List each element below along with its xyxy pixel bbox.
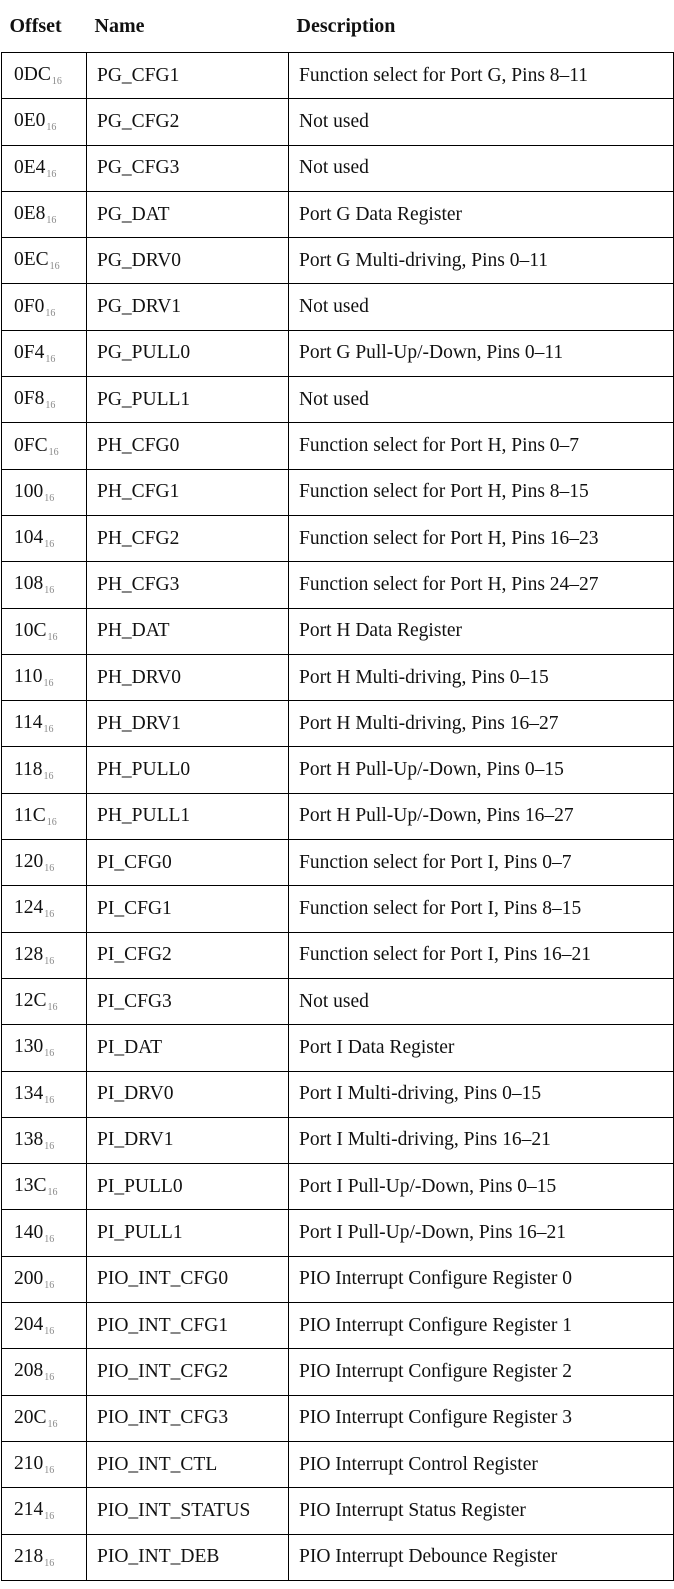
offset-cell (2, 423, 87, 469)
description-cell: Function select for Port G, Pins 8–11 (289, 53, 674, 99)
description-cell: Function select for Port H, Pins 16–23 (289, 515, 674, 561)
offset-value: 134 (14, 1082, 44, 1104)
table-row (2, 654, 674, 700)
hex-subscript: 16 (45, 400, 56, 412)
offset-cell (2, 191, 87, 237)
table-row (2, 469, 674, 515)
offset-cell (2, 1488, 87, 1534)
hex-subscript: 16 (44, 1233, 55, 1245)
offset-value: 200 (14, 1267, 44, 1289)
table-row (2, 701, 674, 747)
hex-subscript: 16 (45, 353, 56, 365)
table-row (2, 793, 674, 839)
description-cell: Port H Data Register (289, 608, 674, 654)
register-name-cell: PH_CFG2 (87, 515, 289, 561)
register-name-cell: PG_CFG3 (87, 145, 289, 191)
register-name-cell: PIO_INT_DEB (87, 1534, 289, 1580)
register-name-cell: PG_CFG1 (87, 53, 289, 99)
offset-cell (2, 840, 87, 886)
register-name-cell: PI_CFG2 (87, 932, 289, 978)
hex-subscript: 16 (48, 446, 59, 458)
register-name-cell: PH_DRV0 (87, 654, 289, 700)
offset-value: 0EC (14, 249, 49, 271)
offset-cell (2, 377, 87, 423)
offset-cell (2, 1303, 87, 1349)
table-row (2, 608, 674, 654)
offset-cell (2, 608, 87, 654)
hex-subscript: 16 (44, 1465, 55, 1477)
offset-value: 12C (14, 990, 47, 1012)
table-row (2, 1488, 674, 1534)
table-row (2, 1303, 674, 1349)
table-row (2, 238, 674, 284)
table-row (2, 840, 674, 886)
offset-value: 110 (14, 666, 43, 687)
description-cell: Not used (289, 978, 674, 1024)
hex-subscript: 16 (44, 1557, 55, 1569)
offset-cell (2, 1349, 87, 1395)
offset-cell (2, 284, 87, 330)
hex-subscript: 16 (44, 1140, 55, 1152)
offset-cell (2, 1025, 87, 1071)
offset-value: 118 (14, 758, 43, 780)
description-cell: PIO Interrupt Configure Register 0 (289, 1256, 674, 1302)
register-name-cell: PG_DRV1 (87, 284, 289, 330)
offset-value: 218 (14, 1545, 44, 1567)
hex-subscript: 16 (44, 1326, 55, 1338)
table-row (2, 978, 674, 1024)
offset-value: 11C (14, 804, 46, 826)
description-cell: Port I Pull-Up/-Down, Pins 0–15 (289, 1164, 674, 1210)
register-name-cell: PI_PULL1 (87, 1210, 289, 1256)
register-name-cell: PI_CFG0 (87, 840, 289, 886)
offset-value: 0F0 (14, 295, 45, 317)
register-name-cell: PH_PULL1 (87, 793, 289, 839)
offset-value: 0E4 (14, 156, 46, 178)
table-row (2, 562, 674, 608)
table-row (2, 515, 674, 561)
description-cell: PIO Interrupt Debounce Register (289, 1534, 674, 1580)
offset-cell (2, 1256, 87, 1302)
register-name-cell: PG_DAT (87, 191, 289, 237)
hex-subscript: 16 (47, 1002, 58, 1014)
description-cell: PIO Interrupt Configure Register 3 (289, 1395, 674, 1441)
register-name-cell: PG_PULL0 (87, 330, 289, 376)
offset-cell (2, 1441, 87, 1487)
table-row (2, 191, 674, 237)
offset-value: 100 (14, 480, 44, 502)
hex-subscript: 16 (44, 909, 55, 921)
offset-value: 0E8 (14, 203, 46, 225)
offset-cell (2, 932, 87, 978)
offset-cell (2, 1395, 87, 1441)
register-table (1, 0, 674, 1581)
register-name-cell: PI_CFG1 (87, 886, 289, 932)
table-row (2, 1349, 674, 1395)
table-row (2, 284, 674, 330)
offset-cell (2, 654, 87, 700)
header-row (2, 0, 674, 53)
hex-subscript: 16 (46, 168, 57, 180)
offset-value: 140 (14, 1221, 44, 1243)
register-name-cell: PH_CFG1 (87, 469, 289, 515)
offset-cell (2, 99, 87, 145)
description-cell: Function select for Port H, Pins 0–7 (289, 423, 674, 469)
description-cell: Port G Pull-Up/-Down, Pins 0–11 (289, 330, 674, 376)
table-row (2, 1256, 674, 1302)
table-row (2, 99, 674, 145)
description-cell: Port G Multi-driving, Pins 0–11 (289, 238, 674, 284)
header-name: Name (87, 0, 289, 53)
hex-subscript: 16 (43, 724, 54, 736)
table-row (2, 377, 674, 423)
description-cell: Function select for Port H, Pins 8–15 (289, 469, 674, 515)
table-row (2, 1210, 674, 1256)
offset-cell (2, 1164, 87, 1210)
table-row (2, 932, 674, 978)
register-name-cell: PIO_INT_CFG2 (87, 1349, 289, 1395)
offset-cell (2, 1117, 87, 1163)
register-name-cell: PIO_INT_CTL (87, 1441, 289, 1487)
offset-cell (2, 1071, 87, 1117)
offset-cell (2, 330, 87, 376)
description-cell: Not used (289, 145, 674, 191)
hex-subscript: 16 (44, 539, 55, 551)
offset-value: 0E0 (14, 110, 46, 132)
table-row (2, 145, 674, 191)
hex-subscript: 16 (44, 863, 55, 875)
hex-subscript: 16 (47, 1187, 58, 1199)
description-cell: Not used (289, 284, 674, 330)
hex-subscript: 16 (44, 1511, 55, 1523)
offset-value: 208 (14, 1360, 44, 1382)
table-row (2, 1071, 674, 1117)
offset-cell (2, 978, 87, 1024)
table-row (2, 1534, 674, 1580)
hex-subscript: 16 (44, 1048, 55, 1060)
offset-cell (2, 1534, 87, 1580)
register-name-cell: PIO_INT_STATUS (87, 1488, 289, 1534)
offset-value: 214 (14, 1499, 44, 1521)
table-row (2, 1164, 674, 1210)
hex-subscript: 16 (47, 631, 58, 643)
offset-value: 204 (14, 1314, 44, 1336)
offset-value: 138 (14, 1128, 44, 1150)
register-name-cell: PH_DRV1 (87, 701, 289, 747)
offset-value: 0F4 (14, 341, 45, 363)
table-row (2, 1117, 674, 1163)
description-cell: Port H Multi-driving, Pins 16–27 (289, 701, 674, 747)
description-cell: Function select for Port I, Pins 0–7 (289, 840, 674, 886)
offset-value: 20C (14, 1406, 47, 1428)
description-cell: Port I Pull-Up/-Down, Pins 16–21 (289, 1210, 674, 1256)
table-row (2, 1395, 674, 1441)
offset-value: 0DC (14, 64, 51, 86)
register-name-cell: PI_DRV1 (87, 1117, 289, 1163)
offset-value: 0FC (14, 434, 48, 456)
description-cell: PIO Interrupt Configure Register 1 (289, 1303, 674, 1349)
hex-subscript: 16 (44, 1094, 55, 1106)
table-body (2, 53, 674, 1581)
description-cell: PIO Interrupt Status Register (289, 1488, 674, 1534)
table-row (2, 1025, 674, 1071)
hex-subscript: 16 (49, 261, 60, 273)
register-name-cell: PI_CFG3 (87, 978, 289, 1024)
offset-value: 130 (14, 1036, 44, 1058)
hex-subscript: 16 (43, 678, 54, 689)
offset-value: 108 (14, 573, 44, 595)
description-cell: Port I Data Register (289, 1025, 674, 1071)
register-name-cell: PG_DRV0 (87, 238, 289, 284)
description-cell: Port G Data Register (289, 191, 674, 237)
hex-subscript: 16 (51, 76, 62, 88)
register-name-cell: PI_DRV0 (87, 1071, 289, 1117)
description-cell: Port I Multi-driving, Pins 16–21 (289, 1117, 674, 1163)
description-cell: Port H Pull-Up/-Down, Pins 16–27 (289, 793, 674, 839)
offset-cell (2, 469, 87, 515)
offset-cell (2, 238, 87, 284)
hex-subscript: 16 (46, 816, 57, 828)
table-row (2, 747, 674, 793)
register-name-cell: PIO_INT_CFG1 (87, 1303, 289, 1349)
description-cell: Function select for Port I, Pins 16–21 (289, 932, 674, 978)
offset-cell (2, 1210, 87, 1256)
offset-cell (2, 145, 87, 191)
offset-value: 128 (14, 943, 44, 965)
offset-value: 13C (14, 1175, 47, 1197)
register-name-cell: PI_PULL0 (87, 1164, 289, 1210)
offset-cell (2, 701, 87, 747)
register-name-cell: PIO_INT_CFG0 (87, 1256, 289, 1302)
register-name-cell: PH_DAT (87, 608, 289, 654)
offset-cell (2, 562, 87, 608)
register-name-cell: PH_PULL0 (87, 747, 289, 793)
offset-cell (2, 53, 87, 99)
offset-cell (2, 515, 87, 561)
description-cell: Function select for Port I, Pins 8–15 (289, 886, 674, 932)
header-description: Description (289, 0, 674, 53)
offset-cell (2, 747, 87, 793)
description-cell: Port H Pull-Up/-Down, Pins 0–15 (289, 747, 674, 793)
register-name-cell: PIO_INT_CFG3 (87, 1395, 289, 1441)
register-name-cell: PI_DAT (87, 1025, 289, 1071)
offset-cell (2, 886, 87, 932)
offset-value: 104 (14, 527, 44, 549)
description-cell: Port I Multi-driving, Pins 0–15 (289, 1071, 674, 1117)
hex-subscript: 16 (46, 215, 57, 227)
description-cell: Port H Multi-driving, Pins 0–15 (289, 654, 674, 700)
description-cell: Not used (289, 377, 674, 423)
table-row (2, 886, 674, 932)
offset-value: 124 (14, 897, 44, 919)
table-header (2, 0, 674, 53)
offset-value: 10C (14, 619, 47, 641)
header-offset: Offset (2, 0, 87, 53)
table-row (2, 1441, 674, 1487)
offset-cell (2, 793, 87, 839)
register-name-cell: PG_PULL1 (87, 377, 289, 423)
register-name-cell: PG_CFG2 (87, 99, 289, 145)
hex-subscript: 16 (44, 492, 55, 504)
table-row (2, 53, 674, 99)
description-cell: PIO Interrupt Control Register (289, 1441, 674, 1487)
hex-subscript: 16 (47, 1418, 58, 1430)
hex-subscript: 16 (44, 585, 55, 597)
hex-subscript: 16 (44, 955, 55, 967)
table-row (2, 423, 674, 469)
table-row (2, 330, 674, 376)
description-cell: Function select for Port H, Pins 24–27 (289, 562, 674, 608)
offset-value: 210 (14, 1453, 44, 1475)
hex-subscript: 16 (46, 122, 57, 134)
hex-subscript: 16 (43, 770, 54, 782)
register-name-cell: PH_CFG0 (87, 423, 289, 469)
hex-subscript: 16 (44, 1279, 55, 1291)
register-name-cell: PH_CFG3 (87, 562, 289, 608)
description-cell: Not used (289, 99, 674, 145)
hex-subscript: 16 (45, 307, 56, 319)
offset-value: 114 (14, 712, 43, 734)
hex-subscript: 16 (44, 1372, 55, 1384)
offset-value: 0F8 (14, 388, 45, 410)
offset-value: 120 (14, 851, 44, 873)
description-cell: PIO Interrupt Configure Register 2 (289, 1349, 674, 1395)
